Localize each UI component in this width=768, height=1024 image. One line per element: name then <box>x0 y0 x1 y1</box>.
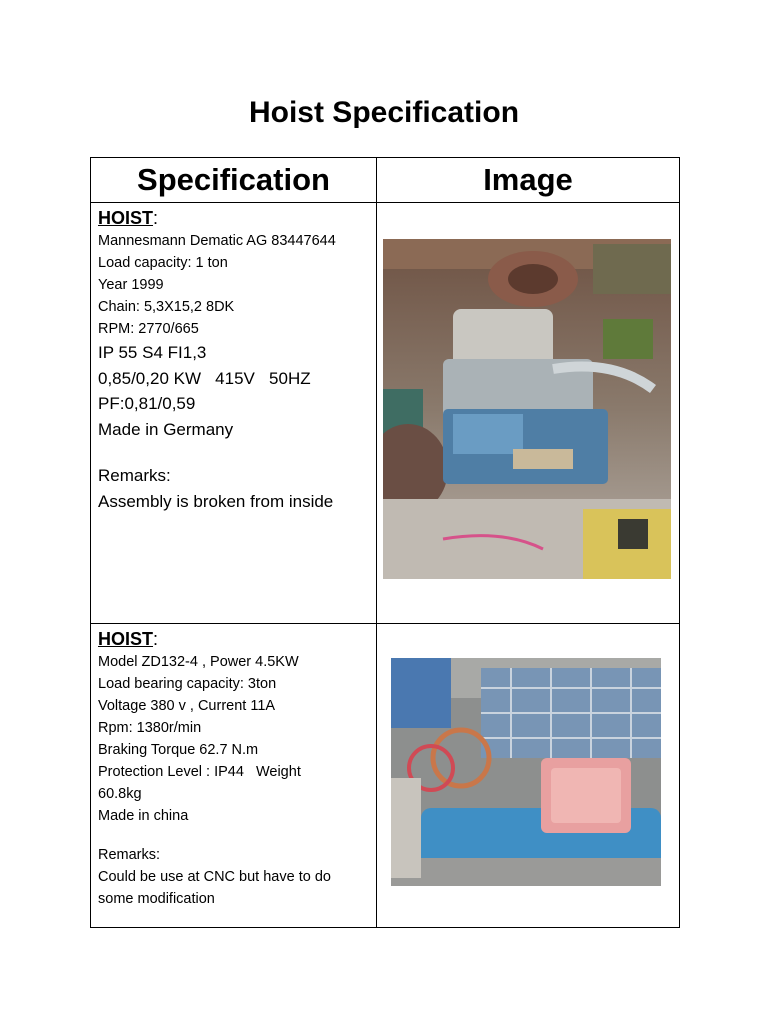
spec-line: Year 1999 <box>98 277 164 293</box>
hoist-label: HOIST <box>98 208 154 228</box>
remarks-text: Assembly is broken from inside <box>98 491 334 511</box>
spec-line: Protection Level : IP44 Weight <box>98 764 301 780</box>
spec-table <box>90 157 680 928</box>
hoist-photo-2 <box>391 658 661 886</box>
spec-line: Made in china <box>98 808 189 824</box>
spec-line: Load capacity: 1 ton <box>98 255 228 271</box>
spec-cell <box>91 203 377 624</box>
remarks-line: Could be use at CNC but have to do <box>98 869 331 885</box>
remarks-line: some modification <box>98 891 215 907</box>
image-cell <box>377 624 680 928</box>
spec-line: RPM: 2770/665 <box>98 321 199 337</box>
spec-line: Model ZD132-4 , Power 4.5KW <box>98 654 299 670</box>
hoist-colon: : <box>153 629 159 649</box>
remarks-label: Remarks: <box>98 466 171 485</box>
spec-line: Chain: 5,3X15,2 8DK <box>98 299 235 315</box>
image-cell <box>377 203 680 624</box>
header-specification: Specification <box>91 158 377 203</box>
spec-line: 60.8kg <box>98 786 142 802</box>
table-row <box>91 624 680 928</box>
spec-line: Mannesmann Dematic AG 83447644 <box>98 233 336 249</box>
spec-line: IP 55 S4 FI1,3 <box>98 343 207 362</box>
spec-line: Voltage 380 v , Current 11A <box>98 698 276 714</box>
table-row <box>91 203 680 624</box>
table-header-row <box>91 158 680 203</box>
spec-cell <box>91 624 377 928</box>
header-image: Image <box>377 158 680 203</box>
spec-line: Load bearing capacity: 3ton <box>98 676 277 692</box>
hoist-photo-1 <box>383 239 671 579</box>
hoist-label: HOIST <box>98 629 154 649</box>
spec-line: 0,85/0,20 KW 415V 50HZ <box>98 368 311 388</box>
spec-line: Rpm: 1380r/min <box>98 720 202 736</box>
spec-line: Braking Torque 62.7 N.m <box>98 742 259 758</box>
hoist-colon: : <box>153 208 159 228</box>
document-title: Hoist Specification <box>248 96 520 129</box>
spec-line: PF:0,81/0,59 <box>98 394 196 413</box>
remarks-label: Remarks: <box>98 847 161 863</box>
spec-line: Made in Germany <box>98 419 234 439</box>
